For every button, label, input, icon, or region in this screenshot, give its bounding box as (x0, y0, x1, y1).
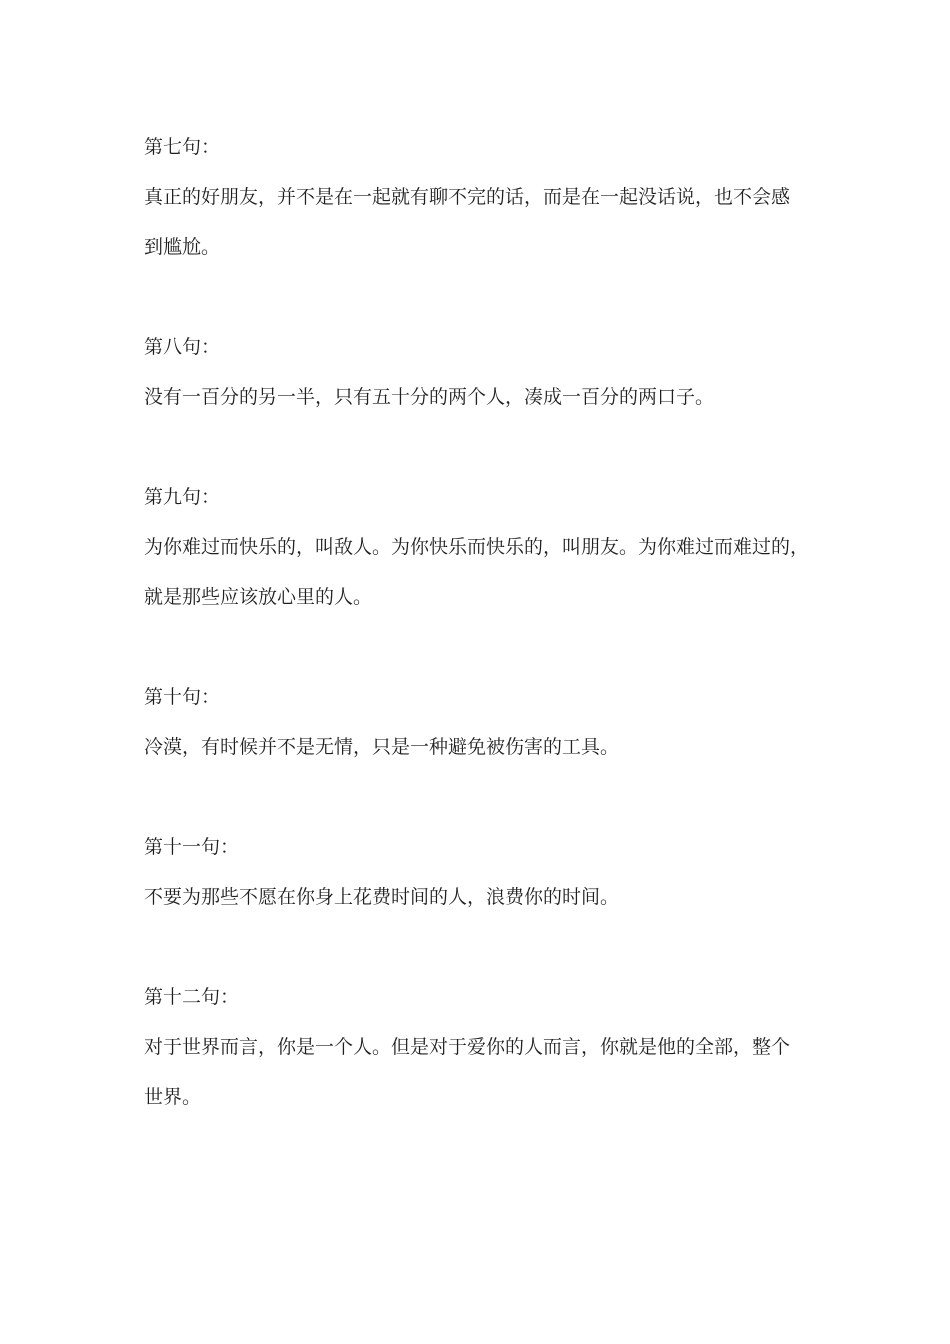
quote-text-line: 对于世界而言，你是一个人。但是对于爱你的人而言，你就是他的全部，整个 (144, 1036, 791, 1058)
quote-text-line: 为你难过而快乐的，叫敌人。为你快乐而快乐的，叫朋友。为你难过而难过的， (144, 536, 810, 558)
quote-section-9 (144, 472, 814, 622)
quote-heading: 第八句： (144, 336, 221, 358)
document-page (144, 122, 814, 1122)
quote-text-line: 冷漠，有时候并不是无情，只是一种避免被伤害的工具。 (144, 736, 620, 758)
quote-heading: 第九句： (144, 486, 221, 508)
quote-section-11 (144, 822, 814, 922)
quote-heading: 第十二句： (144, 986, 240, 1008)
quote-section-12 (144, 972, 814, 1122)
section-spacer (144, 622, 814, 672)
quote-section-10 (144, 672, 814, 772)
quote-text-line: 不要为那些不愿在你身上花费时间的人，浪费你的时间。 (144, 886, 620, 908)
quote-section-8 (144, 322, 814, 422)
section-spacer (144, 272, 814, 322)
quote-heading: 第十一句： (144, 836, 240, 858)
quote-heading: 第七句： (144, 136, 221, 158)
quote-text-line: 就是那些应该放心里的人。 (144, 586, 373, 608)
quote-section-7 (144, 122, 814, 272)
quote-text-line: 世界。 (144, 1086, 202, 1108)
section-spacer (144, 922, 814, 972)
quote-text-line: 真正的好朋友，并不是在一起就有聊不完的话，而是在一起没话说，也不会感 (144, 186, 791, 208)
quote-text-line: 没有一百分的另一半，只有五十分的两个人，凑成一百分的两口子。 (144, 386, 715, 408)
quote-text-line: 到尴尬。 (144, 236, 221, 258)
section-spacer (144, 422, 814, 472)
section-spacer (144, 772, 814, 822)
quote-heading: 第十句： (144, 686, 221, 708)
